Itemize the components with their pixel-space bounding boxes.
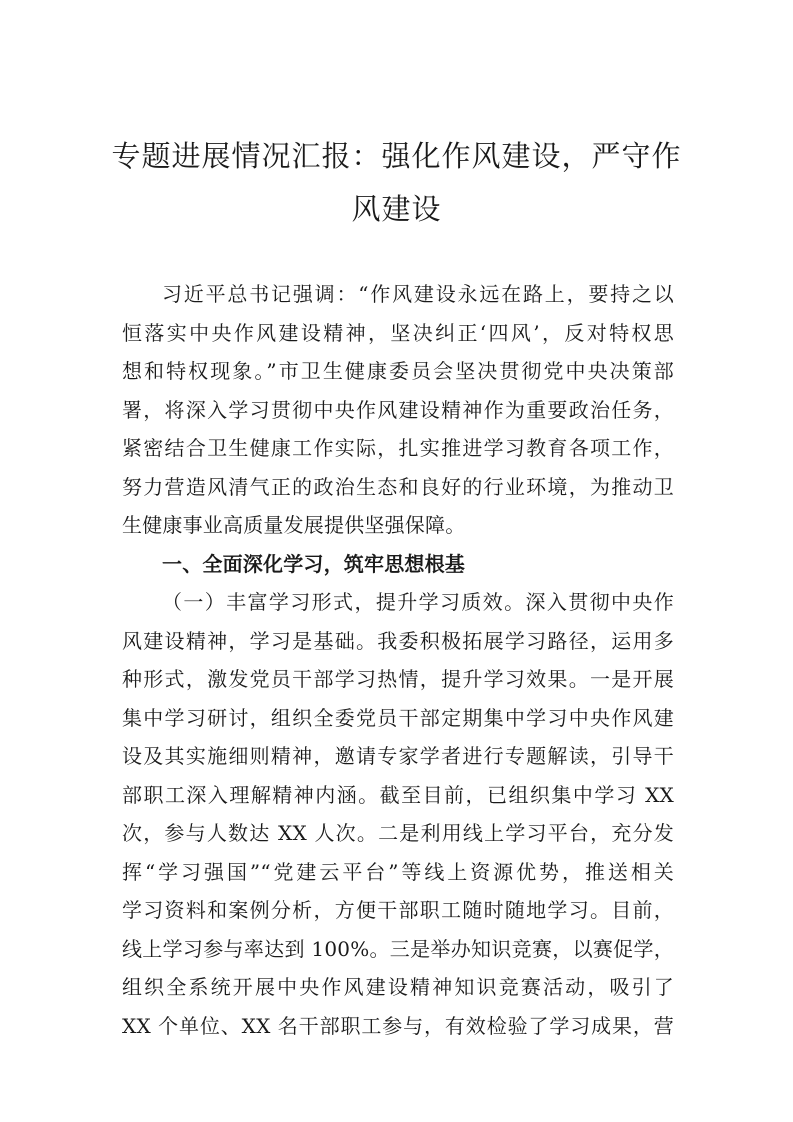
intro-line: 署，将深入学习贯彻中央作风建设精神作为重要政治任务， [122,397,674,422]
section-line: 线上学习参与率达到 100%。三是举办知识竞赛，以赛促学， [122,936,674,961]
intro-line: 生健康事业高质量发展提供坚强保障。 [122,513,466,537]
document-body [122,275,674,1045]
intro-line: 紧密结合卫生健康工作实际，扎实推进学习教育各项工作， [122,436,674,460]
intro-line: 恒落实中央作风建设精神，坚决纠正‘四风’，反对特权思 [122,320,674,345]
title-line-2: 风建设 [351,192,442,226]
section-line: 学习资料和案例分析，方便干部职工随时随地学习。目前， [122,898,674,922]
title-line-1: 专题进展情况汇报：强化作风建设，严守作 [111,139,682,173]
section-line: 组织全系统开展中央作风建设精神知识竞赛活动，吸引了 [122,975,674,999]
intro-line: 习近平总书记强调：“作风建设永远在路上，要持之以 [162,282,674,306]
section-heading: 一、全面深化学习，筑牢思想根基 [162,551,465,576]
intro-line: 想和特权现象。”市卫生健康委员会坚决贯彻党中央决策部 [122,359,674,383]
section-line: 挥“学习强国”“党建云平台”等线上资源优势，推送相关 [122,859,674,884]
section-line: 设及其实施细则精神，邀请专家学者进行专题解读，引导干 [122,744,674,768]
section-line: （一）丰富学习形式，提升学习质效。深入贯彻中央作 [162,590,674,614]
section-line: 集中学习研讨，组织全委党员干部定期集中学习中央作风建 [122,705,674,730]
section-line: 次，参与人数达 XX 人次。二是利用线上学习平台，充分发 [122,821,674,845]
document-title [110,130,683,236]
section-line: XX 个单位、XX 名干部职工参与，有效检验了学习成果，营 [122,1013,674,1038]
section-line: 风建设精神，学习是基础。我委积极拓展学习路径，运用多 [122,628,674,653]
section-line: 部职工深入理解精神内涵。截至目前，已组织集中学习 XX [122,782,674,807]
section-line: 种形式，激发党员干部学习热情，提升学习效果。一是开展 [122,667,674,691]
intro-line: 努力营造风清气正的政治生态和良好的行业环境，为推动卫 [122,474,674,499]
